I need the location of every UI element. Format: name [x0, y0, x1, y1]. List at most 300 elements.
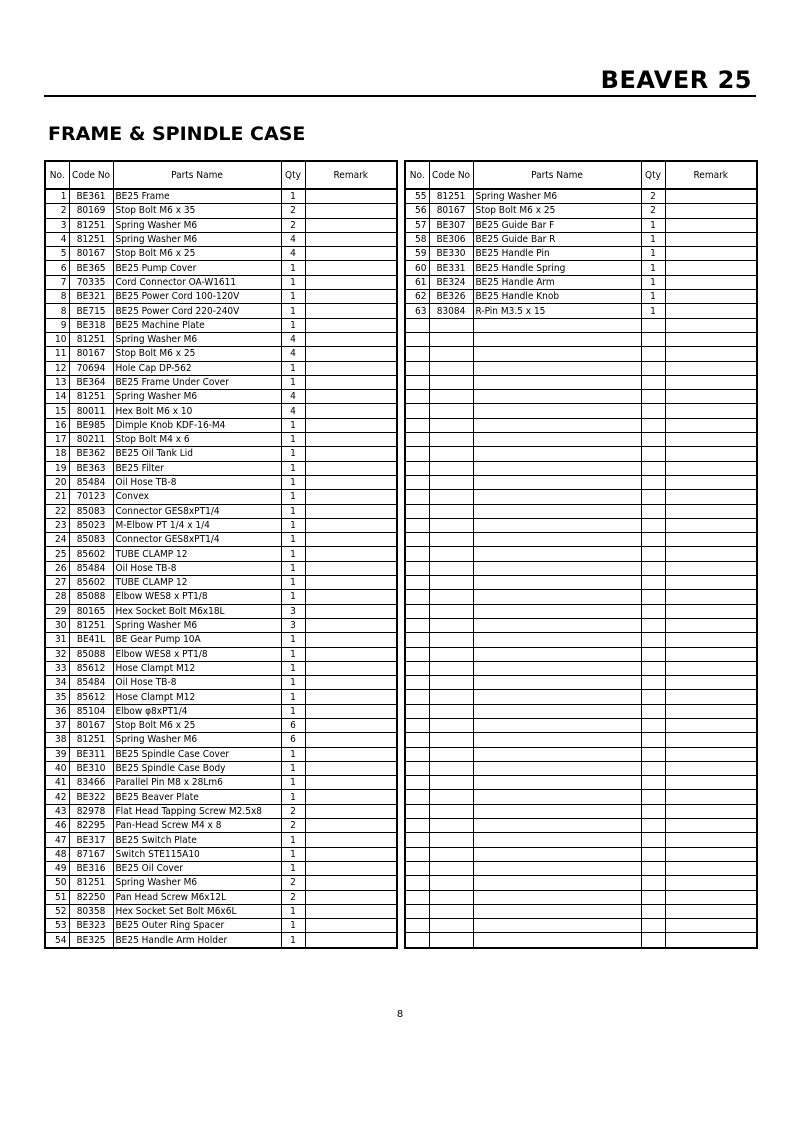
- cell-parts-name: BE25 Guide Bar R: [473, 232, 641, 246]
- cell-parts-name: [473, 633, 641, 647]
- cell-qty: [641, 761, 665, 775]
- cell-qty: [641, 561, 665, 575]
- cell-qty: [641, 733, 665, 747]
- cell-no: [405, 661, 429, 675]
- cell-no: [405, 890, 429, 904]
- cell-remark: [665, 375, 757, 389]
- table-row: [45, 533, 397, 547]
- cell-parts-name: BE25 Handle Arm: [473, 275, 641, 289]
- cell-code: [429, 904, 473, 918]
- cell-qty: [641, 533, 665, 547]
- cell-qty: 1: [641, 218, 665, 232]
- table-row: [405, 547, 757, 561]
- cell-parts-name: Oil Hose TB-8: [113, 475, 281, 489]
- cell-code: 81251: [429, 189, 473, 204]
- table-row: [405, 761, 757, 775]
- cell-code: [429, 804, 473, 818]
- cell-parts-name: [473, 433, 641, 447]
- table-row: [45, 361, 397, 375]
- cell-remark: [305, 747, 397, 761]
- table-row: [405, 218, 757, 232]
- cell-no: 33: [45, 661, 69, 675]
- cell-code: 80358: [69, 904, 113, 918]
- cell-code: BE330: [429, 247, 473, 261]
- cell-parts-name: Hole Cap DP-562: [113, 361, 281, 375]
- cell-code: 87167: [69, 847, 113, 861]
- table-row: [45, 475, 397, 489]
- cell-parts-name: R-Pin M3.5 x 15: [473, 304, 641, 318]
- cell-remark: [665, 661, 757, 675]
- cell-qty: 4: [281, 332, 305, 346]
- cell-no: [405, 561, 429, 575]
- table-row: [45, 747, 397, 761]
- cell-no: 16: [45, 418, 69, 432]
- parts-table-left: [44, 160, 398, 949]
- cell-parts-name: [473, 461, 641, 475]
- cell-no: [405, 490, 429, 504]
- cell-remark: [305, 318, 397, 332]
- cell-remark: [665, 847, 757, 861]
- cell-qty: 1: [281, 847, 305, 861]
- cell-code: [429, 418, 473, 432]
- cell-code: BE323: [69, 919, 113, 933]
- cell-qty: [641, 904, 665, 918]
- cell-remark: [305, 590, 397, 604]
- cell-qty: 1: [281, 375, 305, 389]
- table-row: [45, 304, 397, 318]
- cell-parts-name: BE25 Oil Cover: [113, 861, 281, 875]
- table-row: [405, 275, 757, 289]
- cell-remark: [665, 576, 757, 590]
- cell-no: [405, 861, 429, 875]
- cell-remark: [305, 576, 397, 590]
- cell-qty: 4: [281, 232, 305, 246]
- cell-qty: 1: [281, 318, 305, 332]
- cell-qty: 2: [281, 876, 305, 890]
- cell-no: 19: [45, 461, 69, 475]
- cell-remark: [665, 232, 757, 246]
- table-row: [405, 261, 757, 275]
- cell-code: [429, 375, 473, 389]
- cell-code: 85612: [69, 690, 113, 704]
- cell-qty: [641, 790, 665, 804]
- cell-remark: [305, 475, 397, 489]
- cell-code: 80211: [69, 433, 113, 447]
- table-row: [45, 290, 397, 304]
- cell-remark: [305, 876, 397, 890]
- cell-qty: 1: [281, 919, 305, 933]
- cell-qty: 1: [281, 933, 305, 948]
- cell-code: 85023: [69, 518, 113, 532]
- cell-parts-name: [473, 475, 641, 489]
- cell-parts-name: [473, 604, 641, 618]
- table-row: [45, 576, 397, 590]
- cell-qty: [641, 404, 665, 418]
- cell-no: 8: [45, 290, 69, 304]
- cell-no: [405, 433, 429, 447]
- cell-remark: [665, 275, 757, 289]
- cell-no: 37: [45, 718, 69, 732]
- cell-qty: [641, 518, 665, 532]
- cell-remark: [305, 604, 397, 618]
- cell-remark: [665, 790, 757, 804]
- cell-parts-name: [473, 547, 641, 561]
- cell-code: BE311: [69, 747, 113, 761]
- cell-code: 85104: [69, 704, 113, 718]
- cell-code: [429, 861, 473, 875]
- cell-parts-name: BE25 Guide Bar F: [473, 218, 641, 232]
- table-row: [405, 290, 757, 304]
- cell-parts-name: Connector GES8xPT1/4: [113, 533, 281, 547]
- cell-remark: [305, 533, 397, 547]
- cell-parts-name: [473, 533, 641, 547]
- cell-parts-name: Hex Socket Set Bolt M6x6L: [113, 904, 281, 918]
- cell-code: 81251: [69, 232, 113, 246]
- cell-parts-name: [473, 733, 641, 747]
- table-row: [45, 733, 397, 747]
- cell-remark: [305, 833, 397, 847]
- cell-remark: [665, 604, 757, 618]
- cell-code: 81251: [69, 332, 113, 346]
- cell-qty: 1: [281, 576, 305, 590]
- cell-no: 48: [45, 847, 69, 861]
- cell-remark: [665, 461, 757, 475]
- cell-parts-name: Stop Bolt M6 x 25: [113, 347, 281, 361]
- cell-qty: 1: [641, 261, 665, 275]
- cell-qty: [641, 804, 665, 818]
- cell-qty: 4: [281, 247, 305, 261]
- cell-no: 38: [45, 733, 69, 747]
- table-row: [405, 590, 757, 604]
- cell-no: 36: [45, 704, 69, 718]
- cell-remark: [305, 618, 397, 632]
- cell-qty: [641, 704, 665, 718]
- cell-no: [405, 733, 429, 747]
- cell-remark: [305, 490, 397, 504]
- cell-qty: [641, 833, 665, 847]
- cell-parts-name: [473, 361, 641, 375]
- cell-parts-name: BE25 Beaver Plate: [113, 790, 281, 804]
- table-row: [405, 418, 757, 432]
- table-row: [405, 776, 757, 790]
- cell-remark: [305, 218, 397, 232]
- cell-no: [405, 332, 429, 346]
- cell-parts-name: [473, 518, 641, 532]
- table-row: [45, 761, 397, 775]
- cell-qty: [641, 776, 665, 790]
- cell-parts-name: Pan-Head Screw M4 x 8: [113, 819, 281, 833]
- table-row: [405, 361, 757, 375]
- cell-code: [429, 690, 473, 704]
- cell-parts-name: BE25 Switch Plate: [113, 833, 281, 847]
- cell-remark: [305, 247, 397, 261]
- cell-no: [405, 461, 429, 475]
- cell-qty: 1: [641, 232, 665, 246]
- cell-parts-name: BE25 Spindle Case Body: [113, 761, 281, 775]
- cell-qty: [641, 890, 665, 904]
- cell-code: [429, 618, 473, 632]
- cell-parts-name: TUBE CLAMP 12: [113, 547, 281, 561]
- cell-qty: 1: [281, 504, 305, 518]
- cell-qty: [641, 361, 665, 375]
- cell-no: [405, 833, 429, 847]
- table-row: [45, 604, 397, 618]
- cell-code: 70123: [69, 490, 113, 504]
- table-row: [45, 861, 397, 875]
- cell-no: 56: [405, 204, 429, 218]
- cell-parts-name: [473, 890, 641, 904]
- cell-remark: [665, 490, 757, 504]
- table-row: [405, 318, 757, 332]
- cell-qty: 1: [281, 304, 305, 318]
- cell-code: [429, 518, 473, 532]
- cell-remark: [305, 847, 397, 861]
- cell-parts-name: BE25 Pump Cover: [113, 261, 281, 275]
- cell-parts-name: Spring Washer M6: [113, 876, 281, 890]
- cell-no: [405, 933, 429, 948]
- cell-qty: 1: [281, 676, 305, 690]
- cell-parts-name: Stop Bolt M6 x 25: [113, 718, 281, 732]
- parts-table-right: [404, 160, 758, 949]
- cell-no: 55: [405, 189, 429, 204]
- cell-qty: 2: [281, 804, 305, 818]
- cell-remark: [665, 733, 757, 747]
- cell-code: 80165: [69, 604, 113, 618]
- cell-qty: 2: [281, 890, 305, 904]
- cell-qty: [641, 347, 665, 361]
- cell-no: [405, 847, 429, 861]
- table-row: [405, 576, 757, 590]
- table-row: [405, 433, 757, 447]
- cell-code: [429, 847, 473, 861]
- cell-no: 32: [45, 647, 69, 661]
- cell-no: 12: [45, 361, 69, 375]
- cell-remark: [305, 819, 397, 833]
- table-row: [45, 676, 397, 690]
- table-row: [405, 475, 757, 489]
- cell-no: [405, 633, 429, 647]
- cell-no: 42: [45, 790, 69, 804]
- cell-remark: [305, 418, 397, 432]
- cell-no: [405, 747, 429, 761]
- table-row: [45, 833, 397, 847]
- cell-remark: [305, 919, 397, 933]
- table-row: [405, 733, 757, 747]
- cell-code: BE316: [69, 861, 113, 875]
- cell-no: 29: [45, 604, 69, 618]
- cell-parts-name: Convex: [113, 490, 281, 504]
- cell-remark: [305, 461, 397, 475]
- cell-parts-name: [473, 804, 641, 818]
- cell-code: BE41L: [69, 633, 113, 647]
- cell-remark: [665, 861, 757, 875]
- cell-qty: [641, 318, 665, 332]
- cell-no: 30: [45, 618, 69, 632]
- cell-no: 50: [45, 876, 69, 890]
- cell-no: [405, 533, 429, 547]
- cell-no: 46: [45, 819, 69, 833]
- cell-qty: 3: [281, 604, 305, 618]
- cell-code: 82295: [69, 819, 113, 833]
- cell-remark: [305, 704, 397, 718]
- cell-no: 20: [45, 475, 69, 489]
- cell-no: 62: [405, 290, 429, 304]
- cell-parts-name: Connector GES8xPT1/4: [113, 504, 281, 518]
- cell-no: 7: [45, 275, 69, 289]
- table-row: [405, 676, 757, 690]
- table-row: [45, 433, 397, 447]
- cell-parts-name: [473, 833, 641, 847]
- cell-no: [405, 547, 429, 561]
- table-row: [405, 861, 757, 875]
- table-row: [405, 204, 757, 218]
- cell-parts-name: [473, 375, 641, 389]
- cell-remark: [305, 933, 397, 948]
- table-row: [405, 232, 757, 246]
- table-row: [45, 804, 397, 818]
- header-rule: [44, 95, 756, 97]
- table-row: [45, 919, 397, 933]
- cell-qty: 1: [281, 518, 305, 532]
- cell-no: [405, 604, 429, 618]
- cell-code: [429, 533, 473, 547]
- cell-qty: [641, 876, 665, 890]
- cell-remark: [665, 418, 757, 432]
- cell-remark: [665, 261, 757, 275]
- cell-remark: [665, 189, 757, 204]
- cell-parts-name: [473, 561, 641, 575]
- cell-no: 23: [45, 518, 69, 532]
- cell-remark: [305, 261, 397, 275]
- cell-code: 83084: [429, 304, 473, 318]
- table-row: [405, 447, 757, 461]
- cell-code: [429, 833, 473, 847]
- cell-no: 53: [45, 919, 69, 933]
- cell-no: 9: [45, 318, 69, 332]
- cell-parts-name: [473, 690, 641, 704]
- table-row: [45, 375, 397, 389]
- cell-qty: 1: [281, 833, 305, 847]
- cell-remark: [305, 633, 397, 647]
- cell-qty: 1: [281, 433, 305, 447]
- cell-qty: [641, 475, 665, 489]
- table-row: [45, 776, 397, 790]
- cell-remark: [665, 318, 757, 332]
- cell-remark: [665, 718, 757, 732]
- column-header-code: Code No: [69, 161, 113, 189]
- cell-parts-name: BE25 Power Cord 100-120V: [113, 290, 281, 304]
- cell-code: [429, 447, 473, 461]
- table-row: [405, 804, 757, 818]
- cell-qty: [641, 604, 665, 618]
- cell-qty: [641, 718, 665, 732]
- cell-code: BE364: [69, 375, 113, 389]
- cell-code: 70335: [69, 275, 113, 289]
- column-header-remark: Remark: [665, 161, 757, 189]
- cell-no: 25: [45, 547, 69, 561]
- table-row: [405, 533, 757, 547]
- cell-no: [405, 647, 429, 661]
- cell-code: 85484: [69, 475, 113, 489]
- cell-qty: 4: [281, 404, 305, 418]
- cell-remark: [665, 819, 757, 833]
- cell-parts-name: Elbow WES8 x PT1/8: [113, 647, 281, 661]
- column-header-code: Code No: [429, 161, 473, 189]
- cell-no: [405, 776, 429, 790]
- cell-qty: [641, 647, 665, 661]
- cell-no: 54: [45, 933, 69, 948]
- cell-qty: 1: [281, 633, 305, 647]
- cell-code: [429, 318, 473, 332]
- cell-no: [405, 418, 429, 432]
- cell-code: [429, 733, 473, 747]
- cell-remark: [665, 533, 757, 547]
- cell-code: [429, 633, 473, 647]
- cell-parts-name: [473, 390, 641, 404]
- table-row: [405, 347, 757, 361]
- cell-qty: 2: [641, 204, 665, 218]
- table-row: [405, 332, 757, 346]
- table-row: [45, 618, 397, 632]
- cell-parts-name: Spring Washer M6: [113, 218, 281, 232]
- cell-no: 51: [45, 890, 69, 904]
- cell-remark: [305, 275, 397, 289]
- cell-no: 52: [45, 904, 69, 918]
- cell-qty: [641, 590, 665, 604]
- cell-no: [405, 618, 429, 632]
- cell-parts-name: [473, 504, 641, 518]
- cell-no: 47: [45, 833, 69, 847]
- cell-code: [429, 876, 473, 890]
- cell-remark: [665, 833, 757, 847]
- cell-qty: [641, 375, 665, 389]
- cell-code: 85484: [69, 676, 113, 690]
- cell-code: BE715: [69, 304, 113, 318]
- cell-remark: [305, 776, 397, 790]
- cell-remark: [305, 890, 397, 904]
- cell-remark: [665, 561, 757, 575]
- cell-qty: 1: [641, 290, 665, 304]
- cell-remark: [665, 218, 757, 232]
- cell-parts-name: BE25 Handle Spring: [473, 261, 641, 275]
- cell-no: 10: [45, 332, 69, 346]
- cell-parts-name: Oil Hose TB-8: [113, 561, 281, 575]
- table-row: [405, 247, 757, 261]
- cell-parts-name: Stop Bolt M6 x 25: [473, 204, 641, 218]
- cell-code: 85484: [69, 561, 113, 575]
- cell-remark: [665, 776, 757, 790]
- table-row: [45, 204, 397, 218]
- cell-parts-name: BE Gear Pump 10A: [113, 633, 281, 647]
- cell-no: 41: [45, 776, 69, 790]
- cell-no: 49: [45, 861, 69, 875]
- cell-remark: [665, 347, 757, 361]
- cell-no: 28: [45, 590, 69, 604]
- cell-qty: [641, 747, 665, 761]
- cell-code: 80011: [69, 404, 113, 418]
- cell-parts-name: Stop Bolt M4 x 6: [113, 433, 281, 447]
- table-row: [45, 490, 397, 504]
- cell-remark: [665, 618, 757, 632]
- cell-qty: 4: [281, 390, 305, 404]
- cell-no: 58: [405, 232, 429, 246]
- cell-qty: [641, 576, 665, 590]
- cell-remark: [305, 904, 397, 918]
- table-row: [405, 490, 757, 504]
- cell-qty: 1: [641, 247, 665, 261]
- table-row: [405, 747, 757, 761]
- cell-code: [429, 404, 473, 418]
